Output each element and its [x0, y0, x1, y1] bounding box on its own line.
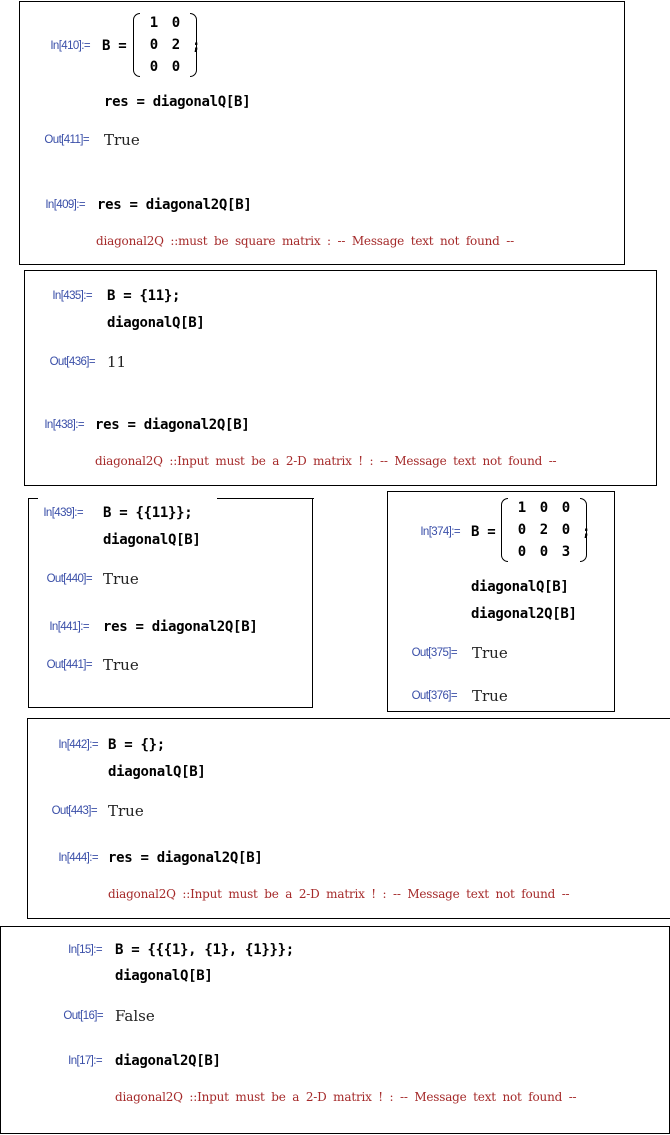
output-value: 11 [107, 353, 127, 371]
error-message: diagonal2Q ::must be square matrix : -- Message text not found -- [96, 234, 514, 248]
matrix-display [133, 12, 197, 78]
input-label: In[409]:= [45, 199, 85, 211]
input-label: In[441]:= [49, 621, 89, 633]
matrix-entry: 0 [517, 544, 527, 560]
matrix-entry: 0 [561, 522, 571, 538]
input-line[interactable]: diagonalQ[B] [115, 968, 213, 984]
matrix-assignment-prefix[interactable]: B = [102, 38, 127, 54]
input-line[interactable]: B = {{{1}, {1}, {1}}}; [115, 942, 294, 958]
output-label: Out[16]= [63, 1010, 103, 1022]
output-value: True [472, 644, 508, 662]
left-bracket [133, 13, 140, 77]
input-label: In[15]:= [68, 944, 102, 956]
input-line[interactable]: diagonalQ[B] [108, 764, 206, 780]
input-label: In[444]:= [58, 852, 98, 864]
matrix-entry: 3 [561, 544, 571, 560]
output-label: Out[440]= [46, 573, 92, 585]
input-label: In[439]:= [43, 507, 83, 519]
input-label: In[435]:= [52, 290, 92, 302]
input-label: In[442]:= [58, 739, 98, 751]
matrix-entry: 2 [539, 522, 549, 538]
input-line[interactable]: diagonal2Q[B] [471, 606, 577, 622]
output-value: True [108, 802, 144, 820]
input-line[interactable]: B = {11}; [107, 288, 181, 304]
notebook-cell-5[interactable] [27, 718, 670, 919]
input-line[interactable]: res = diagonal2Q[B] [95, 417, 250, 433]
error-message: diagonal2Q ::Input must be a 2-D matrix ! : -- Message text not found -- [108, 887, 570, 901]
output-label: Out[436]= [49, 356, 95, 368]
matrix-grid [140, 12, 190, 78]
matrix-entry: 0 [171, 59, 181, 75]
input-label: In[374]:= [420, 526, 460, 538]
matrix-entry: 0 [517, 522, 527, 538]
input-label: In[17]:= [68, 1055, 102, 1067]
notebook-cell-2[interactable] [24, 270, 657, 486]
matrix-entry: 0 [539, 544, 549, 560]
input-line[interactable]: res = diagonal2Q[B] [108, 850, 263, 866]
input-label: In[410]:= [50, 40, 90, 52]
input-label: In[438]:= [44, 419, 84, 431]
output-value: True [472, 687, 508, 705]
output-value: True [103, 656, 139, 674]
notebook-cell-6[interactable] [0, 926, 670, 1134]
notebook-cell-4[interactable] [387, 491, 615, 712]
semicolon: ; [192, 38, 201, 54]
output-value: False [115, 1007, 155, 1025]
matrix-entry: 0 [539, 500, 549, 516]
matrix-entry: 1 [149, 15, 159, 31]
input-line[interactable]: res = diagonalQ[B] [104, 94, 251, 110]
output-label: Out[443]= [51, 805, 97, 817]
input-line[interactable]: B = {{11}}; [103, 505, 193, 521]
matrix-grid [508, 497, 580, 563]
semicolon: ; [582, 524, 591, 540]
matrix-assignment-prefix[interactable]: B = [471, 524, 496, 540]
notebook-cell-3[interactable] [28, 498, 313, 708]
matrix-entry: 2 [171, 37, 181, 53]
input-line[interactable]: res = diagonal2Q[B] [103, 619, 258, 635]
input-line[interactable]: B = {}; [108, 737, 165, 753]
matrix-entry: 0 [149, 59, 159, 75]
matrix-entry: 1 [517, 500, 527, 516]
output-label: Out[411]= [44, 134, 89, 146]
input-line[interactable]: diagonalQ[B] [103, 532, 201, 548]
output-label: Out[376]= [411, 690, 457, 702]
input-line[interactable]: diagonal2Q[B] [115, 1053, 221, 1069]
left-bracket [501, 498, 508, 562]
input-line[interactable]: diagonalQ[B] [107, 315, 205, 331]
error-message: diagonal2Q ::Input must be a 2-D matrix ! : -- Message text not found -- [95, 454, 557, 468]
output-value: True [103, 570, 139, 588]
matrix-display [501, 497, 587, 563]
input-line[interactable]: diagonalQ[B] [471, 579, 569, 595]
notebook-cell-1[interactable] [19, 1, 625, 265]
error-message: diagonal2Q ::Input must be a 2-D matrix ! : -- Message text not found -- [115, 1090, 577, 1104]
input-line[interactable]: res = diagonal2Q[B] [97, 197, 252, 213]
output-label: Out[441]= [46, 659, 92, 671]
matrix-entry: 0 [171, 15, 181, 31]
output-value: True [104, 131, 140, 149]
matrix-entry: 0 [561, 500, 571, 516]
matrix-entry: 0 [149, 37, 159, 53]
output-label: Out[375]= [411, 647, 457, 659]
